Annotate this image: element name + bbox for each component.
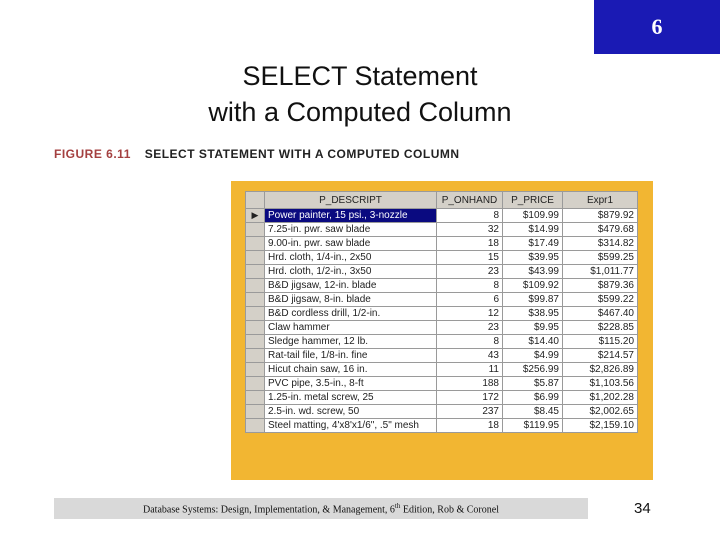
cell-expr1[interactable]: $879.36 <box>563 279 638 293</box>
row-selector[interactable] <box>246 223 265 237</box>
cell-p-onhand[interactable]: 15 <box>437 251 503 265</box>
cell-p-price[interactable]: $43.99 <box>503 265 563 279</box>
cell-p-onhand[interactable]: 23 <box>437 321 503 335</box>
slide-title <box>150 58 570 130</box>
cell-p-onhand[interactable]: 43 <box>437 349 503 363</box>
cell-p-descript[interactable]: B&D jigsaw, 12-in. blade <box>265 279 437 293</box>
cell-p-price[interactable]: $17.49 <box>503 237 563 251</box>
row-selector[interactable] <box>246 307 265 321</box>
table-row[interactable] <box>246 349 638 363</box>
page-number: 34 <box>634 500 651 517</box>
footer-text: Database Systems: Design, Implementation, & Management, 6th Edition, Rob & Coronel <box>143 501 499 516</box>
cell-p-descript[interactable]: PVC pipe, 3.5-in., 8-ft <box>265 377 437 391</box>
cell-expr1[interactable]: $1,202.28 <box>563 391 638 405</box>
cell-p-price[interactable]: $5.87 <box>503 377 563 391</box>
row-selector[interactable] <box>246 405 265 419</box>
table-row[interactable] <box>246 265 638 279</box>
cell-expr1[interactable]: $2,826.89 <box>563 363 638 377</box>
cell-p-price[interactable]: $9.95 <box>503 321 563 335</box>
slide-title-line-1: SELECT Statement <box>242 61 478 91</box>
cell-p-price[interactable]: $109.99 <box>503 209 563 223</box>
query-result-grid <box>245 191 638 433</box>
cell-p-descript[interactable]: Hrd. cloth, 1/2-in., 3x50 <box>265 265 437 279</box>
cell-p-price[interactable]: $99.87 <box>503 293 563 307</box>
row-selector[interactable] <box>246 279 265 293</box>
cell-p-descript[interactable]: B&D jigsaw, 8-in. blade <box>265 293 437 307</box>
row-selector[interactable] <box>246 349 265 363</box>
cell-expr1[interactable]: $879.92 <box>563 209 638 223</box>
table-row[interactable] <box>246 307 638 321</box>
row-selector[interactable] <box>246 321 265 335</box>
column-header-p-descript[interactable]: P_DESCRIPT <box>265 192 437 209</box>
cell-expr1[interactable]: $479.68 <box>563 223 638 237</box>
cell-p-price[interactable]: $256.99 <box>503 363 563 377</box>
table-row[interactable] <box>246 321 638 335</box>
cell-p-onhand[interactable]: 8 <box>437 335 503 349</box>
cell-p-price[interactable]: $14.40 <box>503 335 563 349</box>
cell-p-descript[interactable]: 1.25-in. metal screw, 25 <box>265 391 437 405</box>
cell-p-descript[interactable]: 7.25-in. pwr. saw blade <box>265 223 437 237</box>
cell-expr1[interactable]: $1,011.77 <box>563 265 638 279</box>
row-selector[interactable] <box>246 265 265 279</box>
cell-expr1[interactable]: $2,159.10 <box>563 419 638 433</box>
cell-expr1[interactable]: $314.82 <box>563 237 638 251</box>
column-header-p-onhand[interactable]: P_ONHAND <box>437 192 503 209</box>
chapter-number-badge <box>594 0 720 54</box>
table-row[interactable] <box>246 377 638 391</box>
cell-p-onhand[interactable]: 172 <box>437 391 503 405</box>
table-row[interactable] <box>246 293 638 307</box>
cell-p-price[interactable]: $4.99 <box>503 349 563 363</box>
cell-p-price[interactable]: $39.95 <box>503 251 563 265</box>
cell-p-price[interactable]: $14.99 <box>503 223 563 237</box>
table-row[interactable] <box>246 405 638 419</box>
row-selector[interactable] <box>246 251 265 265</box>
cell-p-onhand[interactable]: 18 <box>437 237 503 251</box>
figure-number: FIGURE 6.11 <box>54 147 131 161</box>
cell-expr1[interactable]: $2,002.65 <box>563 405 638 419</box>
cell-p-onhand[interactable]: 18 <box>437 419 503 433</box>
row-selector[interactable] <box>246 391 265 405</box>
table-row[interactable] <box>246 363 638 377</box>
table-row[interactable] <box>246 391 638 405</box>
cell-p-onhand[interactable]: 32 <box>437 223 503 237</box>
column-header-p-price[interactable]: P_PRICE <box>503 192 563 209</box>
footer-citation <box>54 498 588 519</box>
cell-p-onhand[interactable]: 6 <box>437 293 503 307</box>
row-selector[interactable] <box>246 363 265 377</box>
grid-header-row <box>246 192 638 209</box>
grid-body <box>246 209 638 433</box>
cell-expr1[interactable]: $115.20 <box>563 335 638 349</box>
row-selector[interactable] <box>246 419 265 433</box>
cell-p-price[interactable]: $38.95 <box>503 307 563 321</box>
row-selector[interactable]: ▶ <box>246 209 265 223</box>
slide-title-line-2: with a Computed Column <box>208 97 512 127</box>
table-row[interactable] <box>246 209 638 223</box>
cell-p-descript[interactable]: 9.00-in. pwr. saw blade <box>265 237 437 251</box>
cell-p-onhand[interactable]: 8 <box>437 279 503 293</box>
cell-expr1[interactable]: $467.40 <box>563 307 638 321</box>
row-selector[interactable] <box>246 335 265 349</box>
cell-p-descript[interactable]: Steel matting, 4'x8'x1/6", .5" mesh <box>265 419 437 433</box>
cell-p-price[interactable]: $6.99 <box>503 391 563 405</box>
cell-expr1[interactable]: $1,103.56 <box>563 377 638 391</box>
cell-p-price[interactable]: $119.95 <box>503 419 563 433</box>
row-selector[interactable] <box>246 293 265 307</box>
cell-p-descript[interactable]: 2.5-in. wd. screw, 50 <box>265 405 437 419</box>
table-row[interactable] <box>246 223 638 237</box>
chapter-number: 6 <box>651 14 663 39</box>
figure-title: SELECT STATEMENT WITH A COMPUTED COLUMN <box>144 147 460 161</box>
cell-p-descript[interactable]: Power painter, 15 psi., 3-nozzle <box>265 209 437 223</box>
row-selector[interactable] <box>246 377 265 391</box>
cell-expr1[interactable]: $214.57 <box>563 349 638 363</box>
cell-p-descript[interactable]: B&D cordless drill, 1/2-in. <box>265 307 437 321</box>
cell-p-onhand[interactable]: 8 <box>437 209 503 223</box>
cell-p-descript[interactable]: Rat-tail file, 1/8-in. fine <box>265 349 437 363</box>
column-header-expr1[interactable]: Expr1 <box>563 192 638 209</box>
cell-p-onhand[interactable]: 12 <box>437 307 503 321</box>
cell-expr1[interactable]: $599.22 <box>563 293 638 307</box>
table-row[interactable] <box>246 419 638 433</box>
table-row[interactable] <box>246 251 638 265</box>
cell-p-onhand[interactable]: 11 <box>437 363 503 377</box>
table-row[interactable] <box>246 335 638 349</box>
table-row[interactable] <box>246 237 638 251</box>
row-selector[interactable] <box>246 237 265 251</box>
cell-p-descript[interactable]: Hicut chain saw, 16 in. <box>265 363 437 377</box>
cell-expr1[interactable]: $599.25 <box>563 251 638 265</box>
cell-p-descript[interactable]: Hrd. cloth, 1/4-in., 2x50 <box>265 251 437 265</box>
cell-p-price[interactable]: $8.45 <box>503 405 563 419</box>
figure-caption <box>54 147 460 161</box>
cell-p-descript[interactable]: Sledge hammer, 12 lb. <box>265 335 437 349</box>
cell-p-onhand[interactable]: 188 <box>437 377 503 391</box>
cell-p-onhand[interactable]: 23 <box>437 265 503 279</box>
query-result-frame <box>231 181 653 480</box>
cell-expr1[interactable]: $228.85 <box>563 321 638 335</box>
cell-p-price[interactable]: $109.92 <box>503 279 563 293</box>
row-selector-header[interactable] <box>246 192 265 209</box>
cell-p-onhand[interactable]: 237 <box>437 405 503 419</box>
table-row[interactable] <box>246 279 638 293</box>
cell-p-descript[interactable]: Claw hammer <box>265 321 437 335</box>
